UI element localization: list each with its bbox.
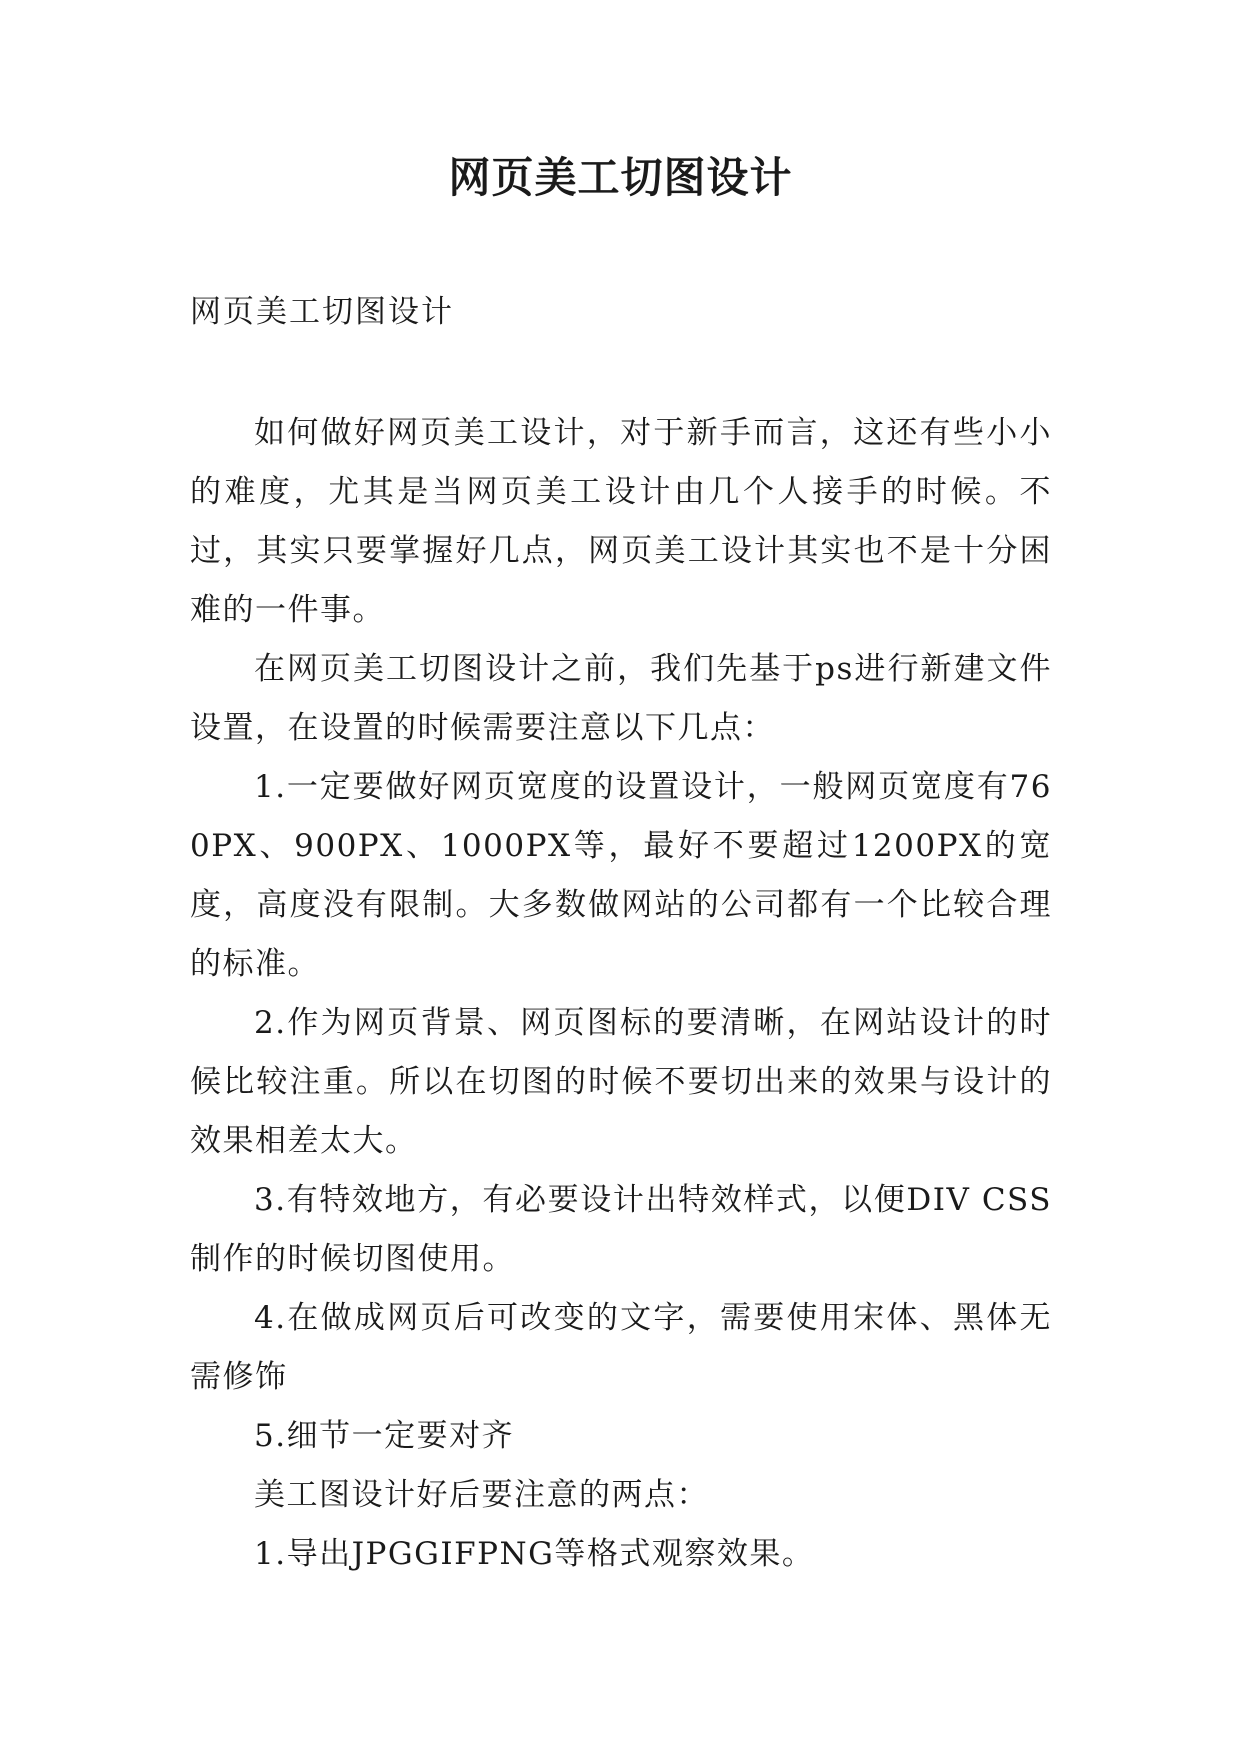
document-body [190,404,1052,1584]
paragraph-export: 1.导出JPGGIFPNG等格式观察效果。 [254,1536,815,1572]
paragraph-point-2: 2.作为网页背景、网页图标的要清晰，在网站设计的时候比较注重。所以在切图的时候不要切出来的效果与设计的效果相差太大。 [190,1005,1052,1159]
paragraph-setup: 在网页美工切图设计之前，我们先基于ps进行新建文件设置，在设置的时候需要注意以下几点： [190,651,1052,746]
document-subtitle: 网页美工切图设计 [190,294,454,330]
document-title: 网页美工切图设计 [448,153,793,202]
paragraph-point-4: 4.在做成网页后可改变的文字，需要使用宋体、黑体无需修饰 [190,1300,1052,1395]
paragraph-point-1: 1.一定要做好网页宽度的设置设计，一般网页宽度有760PX、900PX、1000PX等，最好不要超过1200PX的宽度，高度没有限制。大多数做网站的公司都有一个比较合理的标准。 [190,769,1052,982]
paragraph-after-design: 美工图设计好后要注意的两点： [254,1477,709,1513]
paragraph-point-5: 5.细节一定要对齐 [254,1418,515,1454]
paragraph-point-3: 3.有特效地方，有必要设计出特效样式，以便DIV CSS制作的时候切图使用。 [190,1182,1052,1277]
paragraph-intro: 如何做好网页美工设计，对于新手而言，这还有些小小的难度，尤其是当网页美工设计由几个人接手的时候。不过，其实只要掌握好几点，网页美工设计其实也不是十分困难的一件事。 [190,415,1052,628]
